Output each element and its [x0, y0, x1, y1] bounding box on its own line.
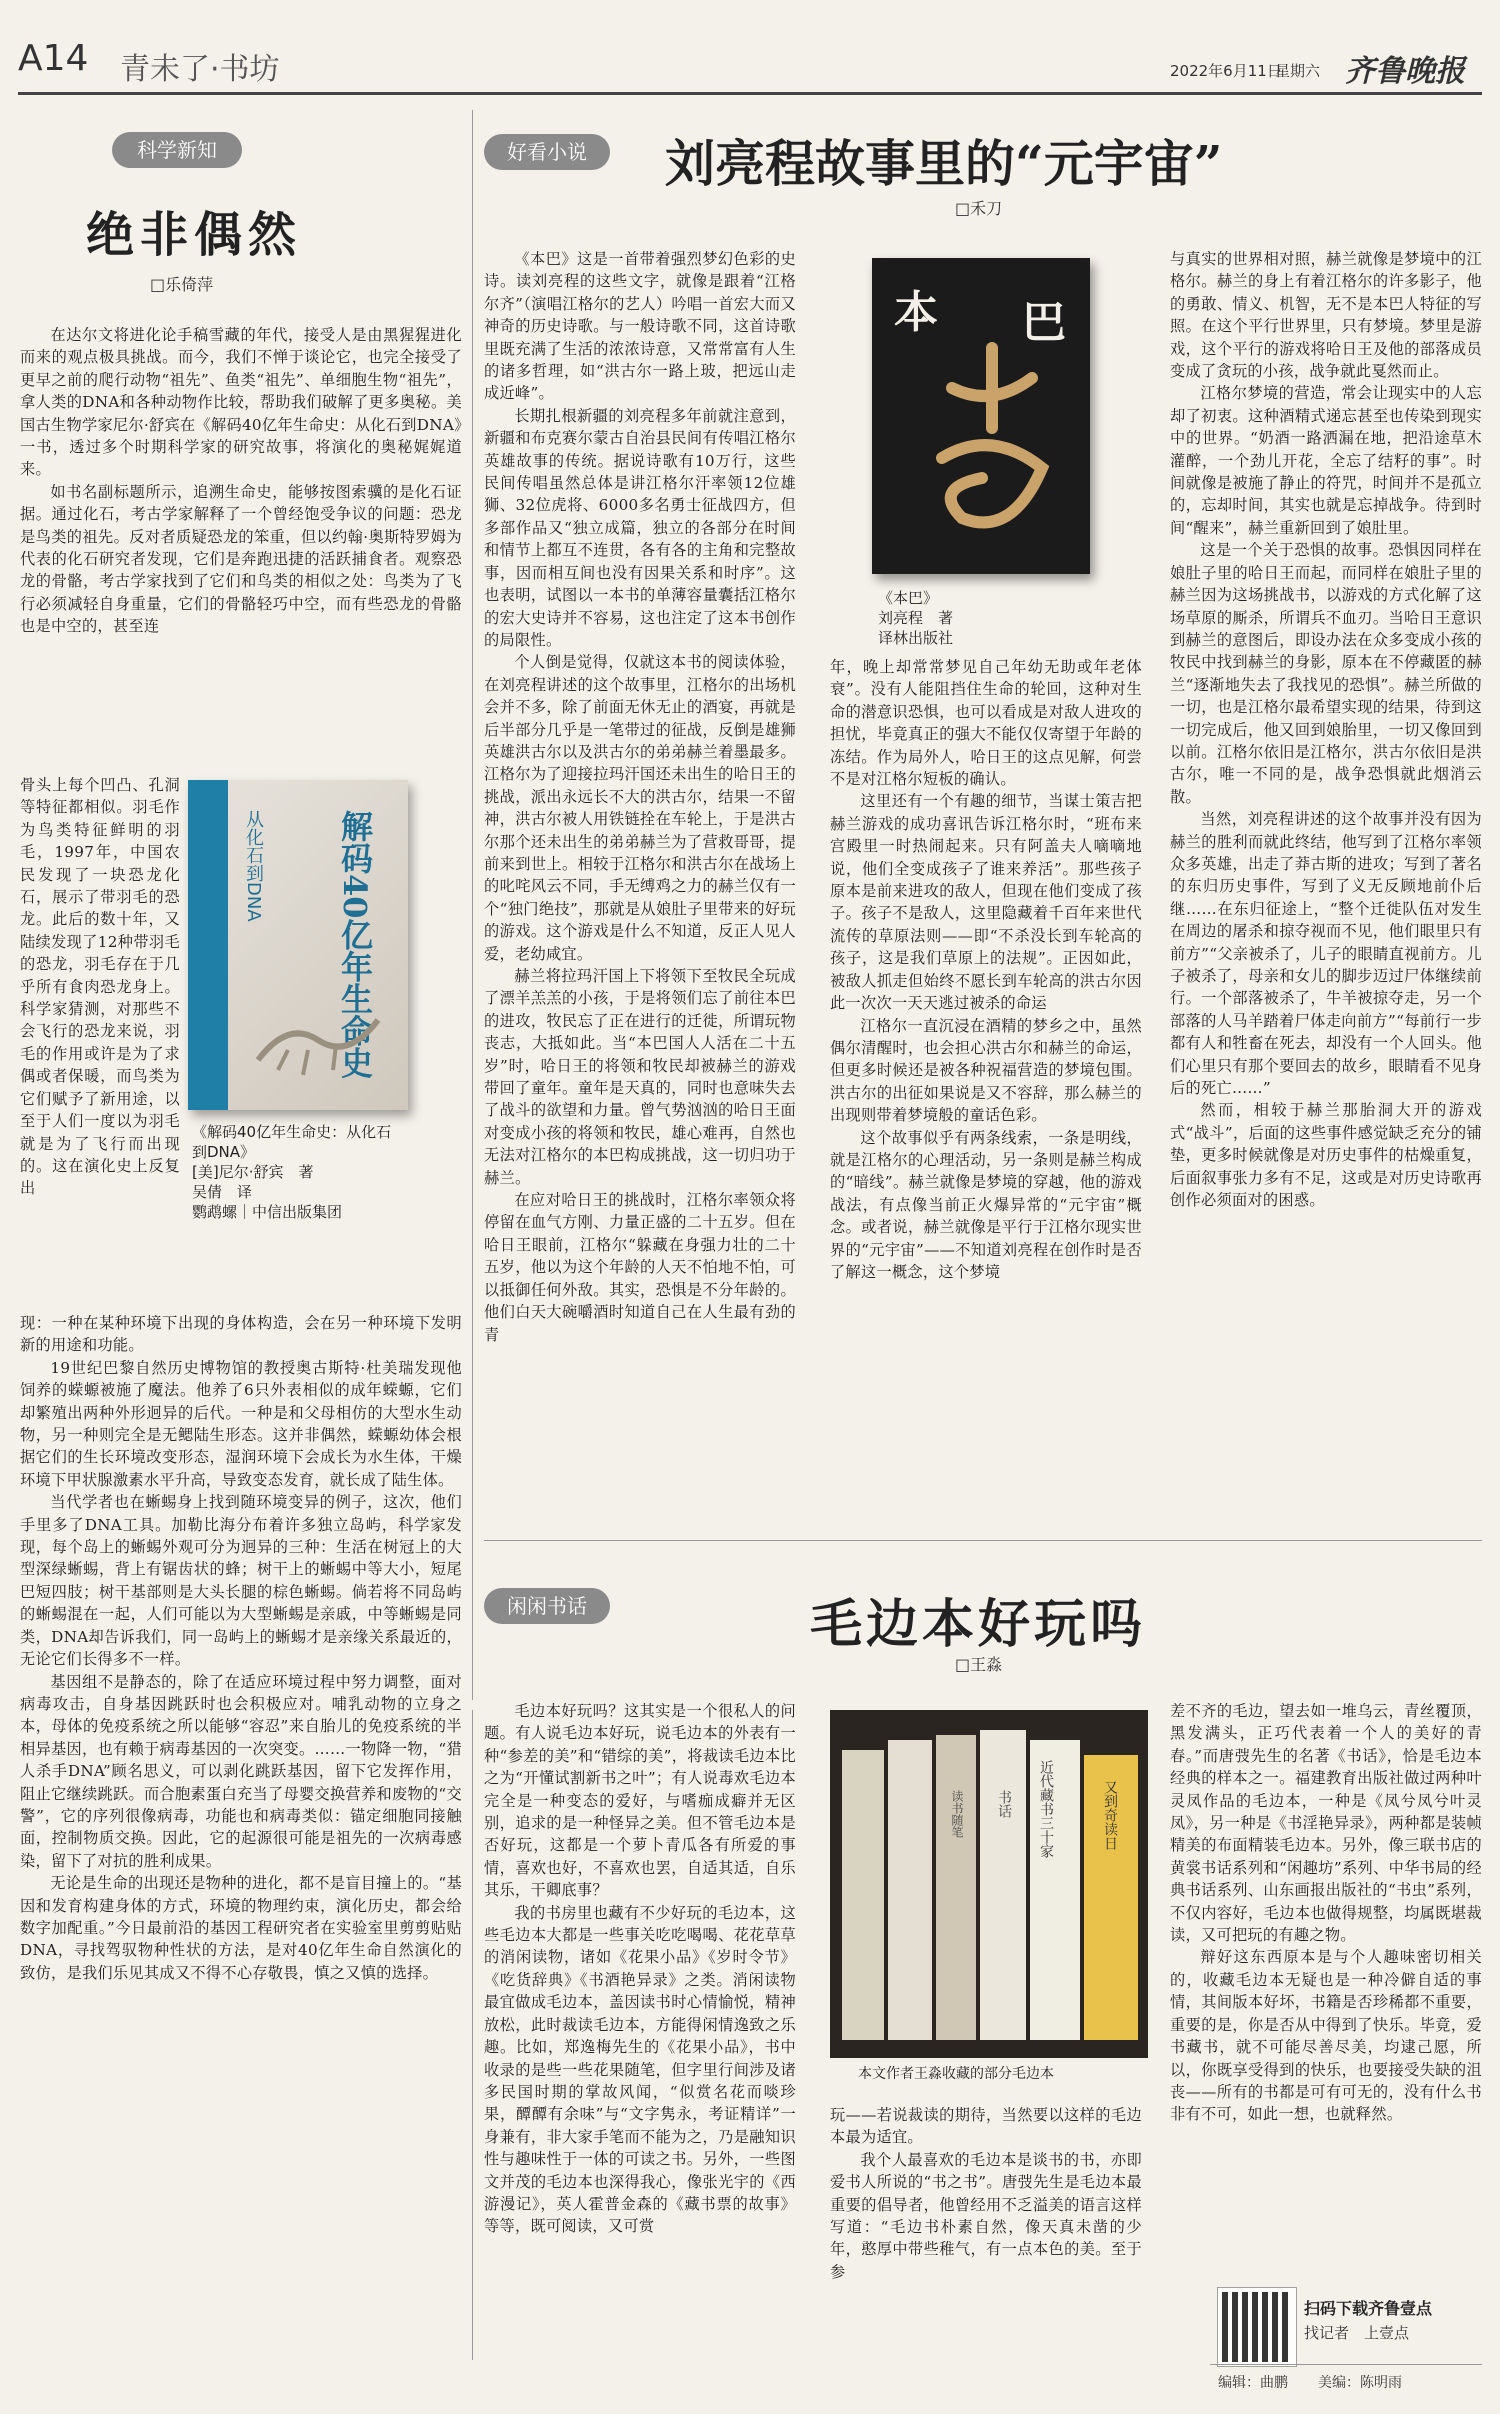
book-cover-char: 本: [894, 287, 938, 338]
calligraphy-mark: [912, 338, 1072, 558]
column-divider: [472, 110, 473, 1700]
book-cover-subtitle: 从化石到DNA: [243, 810, 264, 922]
paragraph: 现：一种在某种环境下出现的身体构造，会在另一种环境下发明新的用途和功能。: [20, 1314, 462, 1355]
article2-col2: [830, 656, 1142, 1508]
section-divider: [484, 1540, 1482, 1541]
book2-caption: 《本巴》 刘亮程 著 译林出版社: [878, 589, 954, 647]
bookshelf-photo: [830, 1710, 1148, 2058]
book1-caption: 《解码40亿年生命史：从化石 到DNA》 [美]尼尔·舒宾 著 吴倩 译 鹦鹉螺｜中信出版集团: [192, 1123, 392, 1221]
paragraph: 毛边本好玩吗？这其实是一个很私人的问题。有人说毛边本好玩，说毛边本的外表有一种“参差的美”和“错综的美”，将裁读毛边本比之为“开懂试割新书之叶”；有人说毒欢毛边本完全是一种变态的爱好，与嗜痂成癖并无区别，追求的是一种怪异之美。但不管毛边本是否好玩，这都是一个萝卜青瓜各有所爱的事情，喜欢也好，不喜欢也罢，自适其适，自乐其乐，干卿底事？: [484, 1702, 796, 1900]
article2-col1: [484, 248, 796, 1508]
article1-body-side: [20, 774, 180, 1312]
qr-sublabel: 找记者 上壹点: [1304, 2324, 1410, 2342]
article2-col3: [1170, 248, 1482, 1508]
designer-credit: 美编：陈明雨: [1318, 2375, 1402, 2391]
article3-tag: 闲闲书话: [484, 1588, 610, 1624]
article3-col1: [484, 1700, 796, 2340]
paragraph: 赫兰将拉玛汗国上下将领下至牧民全玩成了漂羊羔羔的小孩，于是将领们忘了前往本巴的进攻，牧民忘了正在进行的迁徙，所谓玩物丧志，大抵如此。当“本巴国人人活在二十五岁”时，哈日王的将领和牧民却被赫兰的游戏带回了童年。童年是天真的，同时也意味失去了战斗的欲望和力量。曾气势汹汹的哈日王面对变成小孩的将领和牧民，雄心难再，自然也无法对江格尔的本巴构成挑战，这一切归功于赫兰。: [484, 967, 796, 1187]
article1-body-bottom: [20, 1312, 462, 2372]
book-spine: 近代藏书三十家: [1038, 1760, 1054, 1858]
book-cover-benba: [872, 258, 1090, 574]
paper-logo: 齐鲁晚报: [1345, 54, 1465, 89]
article1-body-top: [20, 324, 462, 772]
paragraph: 当然，刘亮程讲述的这个故事并没有因为赫兰的胜利而就此终结，他写到了江格尔率领众多英雄，出走了莽古斯的进攻；写到了著名的东归历史事件，写到了义无反顾地前仆后继……在东归征途上，“整个迁徙队伍对发生在周边的屠杀和掠夺视而不见，他们眼里只有前方”“父亲被杀了，儿子的眼睛直视前方。儿子被杀了，母亲和女儿的脚步迈过尸体继续前行。一个部落被杀了，牛羊被掠夺走，另一个部落的人马羊踏着尸体走向前方”“每前行一步都有人和牲畜在死去，却没有一个人回头。他们心里只有那个要回去的故乡，眼睛看不见身后的死亡……”: [1170, 810, 1482, 1098]
article3-col3: [1170, 1700, 1482, 2285]
editor-credit: 编辑：曲鹏: [1218, 2375, 1288, 2391]
paragraph: 这里还有一个有趣的细节，当谋士策吉把赫兰游戏的成功喜讯告诉江格尔时，“班布来宫殿里一时热闹起来。只有阿盖夫人嘀嘀地说，他们全变成孩子了谁来养活”。那些孩子原本是前来进攻的敌人，但现在他们变成了孩子。孩子不是敌人，这里隐藏着千百年来世代流传的草原法则——即“不杀没长到车轮高的孩子，这是我们草原上的法规”。正因如此，被敌人抓走但始终不愿长到车轮高的洪古尔因此一次次一天天逃过被杀的命运: [830, 792, 1142, 1013]
paragraph: 差不齐的毛边，望去如一堆乌云，青丝覆顶，黑发满头，正巧代表着一个人的美好的青春。”而唐弢先生的名著《书话》，恰是毛边本经典的样本之一。福建教育出版社做过两种叶灵凤作品的毛边本，一种是《凤兮凤兮叶灵凤》，另一种是《书淫艳异录》，两种都是装帧精美的布面精装毛边本。另外，像三联书店的黄裳书话系列和“闲趣坊”系列、中华书局的经典书话系列、山东画报出版社的“书虫”系列，不仅内容好，毛边本也做得规整，均属既堪裁读，又可把玩的有趣之物。: [1170, 1702, 1482, 1945]
paragraph: 无论是生命的出现还是物种的进化，都不是盲目撞上的。“基因和发育构建身体的方式，环境的物理约束，演化历史，都会给数字加配重。”今日最前沿的基因工程研究者在实验室里剪剪贴贴DNA，寻找驾驭物种性状的方法，是对40亿年生命自然演化的致仿，是我们乐见其成又不得不心存敬畏，慎之又慎的选择。: [20, 1874, 462, 1982]
book-cover-char: 巴: [1022, 297, 1066, 348]
issue-weekday: 星期六: [1275, 62, 1321, 80]
article1-tag: 科学新知: [112, 132, 242, 168]
paragraph: 骨头上每个凹凸、孔洞等特征都相似。羽毛作为鸟类特征鲜明的羽毛，1997年，中国农民发现了一块恐龙化石，展示了带羽毛的恐龙。此后的数十年，又陆续发现了12种带羽毛的恐龙，羽毛存在于几乎所有食肉恐龙身上。科学家猜测，对那些不会飞行的恐龙来说，羽毛的作用或许是为了求偶或者保暖，而鸟类为它们赋予了新用途，以至于人们一度以为羽毛就是为了飞行而出现的。这在演化史上反复出: [20, 776, 180, 1198]
qr-code[interactable]: [1218, 2288, 1296, 2366]
issue-date: 2022年6月11日: [1170, 62, 1282, 80]
footer-rule: [1210, 2364, 1482, 2365]
paragraph: 年，晚上却常常梦见自己年幼无助或年老体衰”。没有人能阻挡住生命的轮回，这种对生命的潜意识恐惧，也可以看成是对敌人进攻的担忧，毕竟真正的强大不能仅仅寄望于年龄的冻结。作为局外人，哈日王的这点见解，何尝不是对江格尔短板的确认。: [830, 658, 1142, 789]
paragraph: 如书名副标题所示，追溯生命史，能够按图索骥的是化石证据。通过化石，考古学家解释了一个曾经饱受争议的问题：恐龙是鸟类的祖先。反对者质疑恐龙的笨重，但以约翰·奥斯特罗姆为代表的化石研究者发现，它们是奔跑迅捷的活跃捕食者。观察恐龙的骨骼，考古学家找到了它们和鸟类的相似之处：鸟类为了飞行必须减轻自身重量，它们的骨骼轻巧中空，而有些恐龙的骨骼也是中空的，甚至连: [20, 482, 462, 636]
article3-author: □王淼: [955, 1655, 1003, 1674]
book-cover-title: 解码40亿年生命史: [336, 810, 374, 1079]
article1-author: □乐倚萍: [150, 275, 214, 294]
header-rule: [18, 92, 1482, 95]
article2-title: 刘亮程故事里的“元宇宙”: [665, 134, 1223, 193]
paragraph: 我的书房里也藏有不少好玩的毛边本，这些毛边本大都是一些事关吃吃喝喝、花花草草的消闲读物，诸如《花果小品》《岁时令节》《吃货辞典》《书酒艳异录》之类。消闲读物最宜做成毛边本，盖因读书时心情愉悦，精神放松，此时裁读毛边本，方能得闲情逸致之乐趣。比如，郑逸梅先生的《花果小品》，书中收录的是些一些花果随笔，但字里行间涉及诸多民国时期的掌故风闻，“似赏名花而啖珍果，醰醰有余味”与“文字隽永，考证精详”一身兼有，非大家手笔而不能为之，乃是融知识性与趣味性于一体的可读之书。另外，一些图文并茂的毛边本也深得我心，像张光宇的《西游漫记》，英人霍普金森的《藏书票的故事》等等，既可阅读，又可赏: [484, 1903, 796, 2236]
paragraph: 当代学者也在蜥蜴身上找到随环境变异的例子，这次，他们手里多了DNA工具。加勒比海分布着许多独立岛屿，科学家发现，每个岛上的蜥蜴外观可分为迥异的三种：生活在树冠上的大型深绿蜥蜴，背上有锯齿状的蜂；树干上的蜥蜴中等大小，短尾巴短四肢；树干基部则是大头长腿的棕色蜥蜴。倘若将不同岛屿的蜥蜴混在一起，人们可能以为大型蜥蜴是亲戚，中等蜥蜴是同类，DNA却告诉我们，同一岛屿上的蜥蜴才是亲缘关系最近的，无论它们长得多不一样。: [20, 1493, 462, 1669]
article3-title: 毛边本好玩吗: [810, 1594, 1147, 1655]
paragraph: 长期扎根新疆的刘亮程多年前就注意到，新疆和布克赛尔蒙古自治县民间有传唱江格尔英雄故事的传统。据说诗歌有10万行，这些民间传唱虽然总体是讲江格尔汗率领12位雄狮、32位虎将、6000多名勇士征战四方，但多部作品又“独立成篇，独立的各部分在时间和情节上都互不连贯，各有各的主角和完整故事，因而相互间也没有因果关系和时序”。这也表明，试图以一本书的单薄容量囊括江格尔的宏大史诗并不容易，这也注定了这本书创作的局限性。: [484, 406, 796, 649]
fossil-illustration: [248, 980, 388, 1090]
article2-author: □禾刀: [955, 199, 1003, 218]
paragraph: 基因组不是静态的，除了在适应环境过程中努力调整，面对病毒攻击，自身基因跳跃时也会积极应对。哺乳动物的立身之本，母体的免疫系统之所以能够“容忍”来自胎儿的免疫系统的半相异基因，也有赖于病毒基因的一次突变。……一物降一物，“猎人杀手DNA”顾名思义，可以剥化跳跃基因，留下它发挥作用，阻止它继续跳跃。而合胞素蛋白充当了母婴交换营养和废物的“交警”，它的序列很像病毒，功能也和病毒类似：锚定细胞同接触面，控制物质交换。因此，它的起源很可能是祖先的一次病毒感染，留下了对抗的胜利成果。: [20, 1672, 462, 1870]
section-name: 青未了·书坊: [120, 52, 280, 87]
paragraph: 江格尔一直沉浸在酒精的梦乡之中，虽然偶尔清醒时，也会担心洪古尔和赫兰的命运，但更多时候还是被各种祝福营造的梦境包围。洪古尔的出征如果说是又不容辞，那么赫兰的出现则带着梦境般的童话色彩。: [830, 1016, 1142, 1125]
paragraph: 在达尔文将进化论手稿雪藏的年代，接受人是由黑猩猩进化而来的观点极具挑战。而今，我们不惮于谈论它，也完全接受了更早之前的爬行动物“祖先”、鱼类“祖先”、单细胞生物“祖先”，拿人类的DNA和各种动物作比较，帮助我们破解了更多奥秘。美国古生物学家尼尔·舒宾在《解码40亿年生命史：从化石到DNA》一书，透过多个时期科学家的研究故事，将演化的奥秘娓娓道来。: [20, 326, 462, 479]
paragraph: 个人倒是觉得，仅就这本书的阅读体验，在刘亮程讲述的这个故事里，江格尔的出场机会并不多，除了前面无休无止的酒宴，再就是后半部分几乎是一笔带过的征战，反倒是雄狮英雄洪古尔以及洪古尔的弟弟赫兰着墨最多。江格尔为了迎接拉玛汗国还未出生的哈日王的挑战，派出永远长不大的洪古尔，结果一不留神，洪古尔被人用铁链拴在车轮上，于是洪古尔那个还未出生的弟弟赫兰为了营救哥哥，提前来到世上。相较于江格尔和洪古尔在战场上的叱咤风云不同，手无缚鸡之力的赫兰仅有一个“独门绝技”，那就是从娘肚子里带来的好玩的游戏。这个游戏是什么不知道，反正人见人爱，老幼咸宜。: [484, 653, 796, 963]
qr-label: 扫码下载齐鲁壹点: [1304, 2299, 1433, 2318]
article3-col2: [830, 2104, 1142, 2340]
paragraph: 19世纪巴黎自然历史博物馆的教授奥古斯特·杜美瑞发现他饲养的蝾螈被施了魔法。他养了6只外表相似的成年蝾螈，它们却繁殖出两种外形迥异的后代。一种是和父母相仿的大型水生动物，另一种则完全是无鳃陆生形态。这并非偶然，蝾螈幼体会根据它们的生长环境改变形态，湿润环境下会成长为水生体，干燥环境下甲状腺激素水平升高，导致变态发育，就长成了陆生体。: [20, 1358, 462, 1489]
book-cover-decoding-life: [188, 780, 408, 1110]
article2-tag: 好看小说: [484, 134, 610, 170]
book-spine: 书话: [996, 1790, 1012, 1818]
paragraph: 江格尔梦境的营造，常会让现实中的人忘却了初衷。这种酒精式递忘甚至也传染到现实中的世界。“奶酒一路洒漏在地，把沿途草木灌醉，一个劲儿开花，全忘了结籽的事”。时间就像是被施了静止的符咒，时间并不是孤立的，忘却时间，其实也就是忘掉战争。待到时间“醒来”，赫兰重新回到了娘肚里。: [1170, 384, 1482, 537]
page-number: A14: [18, 38, 89, 79]
paragraph: 然而，相较于赫兰那胎洞大开的游戏式“战斗”，后面的这些事件感觉缺乏充分的铺垫，更多时候就像是对历史事件的枯燥重复，后面叙事张力多有不足，这或是对历史诗歌再创作必须面对的困惑。: [1170, 1101, 1482, 1210]
paragraph: 我个人最喜欢的毛边本是谈书的书，亦即爱书人所说的“书之书”。唐弢先生是毛边本最重要的倡导者，他曾经用不乏溢美的语言这样写道：“毛边书朴素自然，像天真未凿的少年，憨厚中带些稚气，有一点本色的美。至于参: [830, 2150, 1142, 2281]
book-spine: 又到奇读日: [1102, 1780, 1118, 1850]
photo-caption: 本文作者王淼收藏的部分毛边本: [858, 2066, 1054, 2082]
article1-title: 绝非偶然: [86, 207, 303, 263]
book-spine: 读书随笔: [950, 1790, 964, 1838]
paragraph: 与真实的世界相对照，赫兰就像是梦境中的江格尔。赫兰的身上有着江格尔的许多影子，他的勇敢、情义、机智，无不是本巴人特征的写照。在这个平行世界里，只有梦境。梦里是游戏，这个平行的游戏将哈日王及他的部落成员变成了贪玩的小孩，战争就此戛然而止。: [1170, 250, 1482, 381]
paragraph: 这个故事似乎有两条线索，一条是明线，就是江格尔的心理活动，另一条则是赫兰构成的“暗线”。赫兰就像是梦境的穿越，他的游戏战法，有点像当前正火爆异常的“元宇宙”概念。或者说，赫兰就像是平行于江格尔现实世界的“元宇宙”——不知道刘亮程在创作时是否了解这一概念，这个梦境: [830, 1128, 1142, 1281]
paragraph: 玩——若说裁读的期待，当然要以这样的毛边本最为适宜。: [830, 2106, 1142, 2147]
paragraph: 这是一个关于恐惧的故事。恐惧因同样在娘肚子里的哈日王而起，而同样在娘肚子里的赫兰因为这场挑战书，以游戏的方式化解了这场草原的厮杀，所谓兵不血刃。当哈日王意识到赫兰的意图后，即设办法在众多变成小孩的牧民中找到赫兰的身影，原本在不停藏匿的赫兰“逐渐地失去了我找见的恐惧”。赫兰所做的一切，也是江格尔最希望实现的结果，待到这一切完成后，他又回到娘胎里，一切又像回到以前。江格尔依旧是江格尔，洪古尔依旧是洪古尔，唯一不同的是，战争恐惧就此烟消云散。: [1170, 541, 1482, 806]
column-divider: [472, 1710, 473, 2360]
paragraph: 辩好这东西原本是与个人趣味密切相关的，收藏毛边本无疑也是一种冷僻自适的事情，其间版本好坏，书籍是否珍稀都不重要，重要的是，你是否从中得到了快乐。毕竟，爱书藏书，就不可能尽善尽美，均逮己愿，所以，你既享受得到的快乐，也要接受失缺的沮丧——所有的书都是可有可无的，没有什么书非有不可，如此一想，也就释然。: [1170, 1948, 1482, 2124]
paragraph: 《本巴》这是一首带着强烈梦幻色彩的史诗。读刘亮程的这些文字，就像是跟着“江格尔齐”（演唱江格尔的艺人）吟唱一首宏大而又神奇的历史诗歌。与一般诗歌不同，这首诗歌里既充满了生活的浓浓诗意，又常常富有人生的诸多哲理，如“洪古尔一路上玻，把远山走成近峰”。: [484, 250, 796, 403]
paragraph: 在应对哈日王的挑战时，江格尔率领众将停留在血气方刚、力量正盛的二十五岁。但在哈日王眼前，江格尔“躲藏在身强力壮的二十五岁，他以为这个年龄的人天不怕地不怕，可以抵御任何外敌。其实，恐惧是不分年龄的。他们白天大碗嚼酒时知道自己在人生最有劲的青: [484, 1191, 796, 1344]
